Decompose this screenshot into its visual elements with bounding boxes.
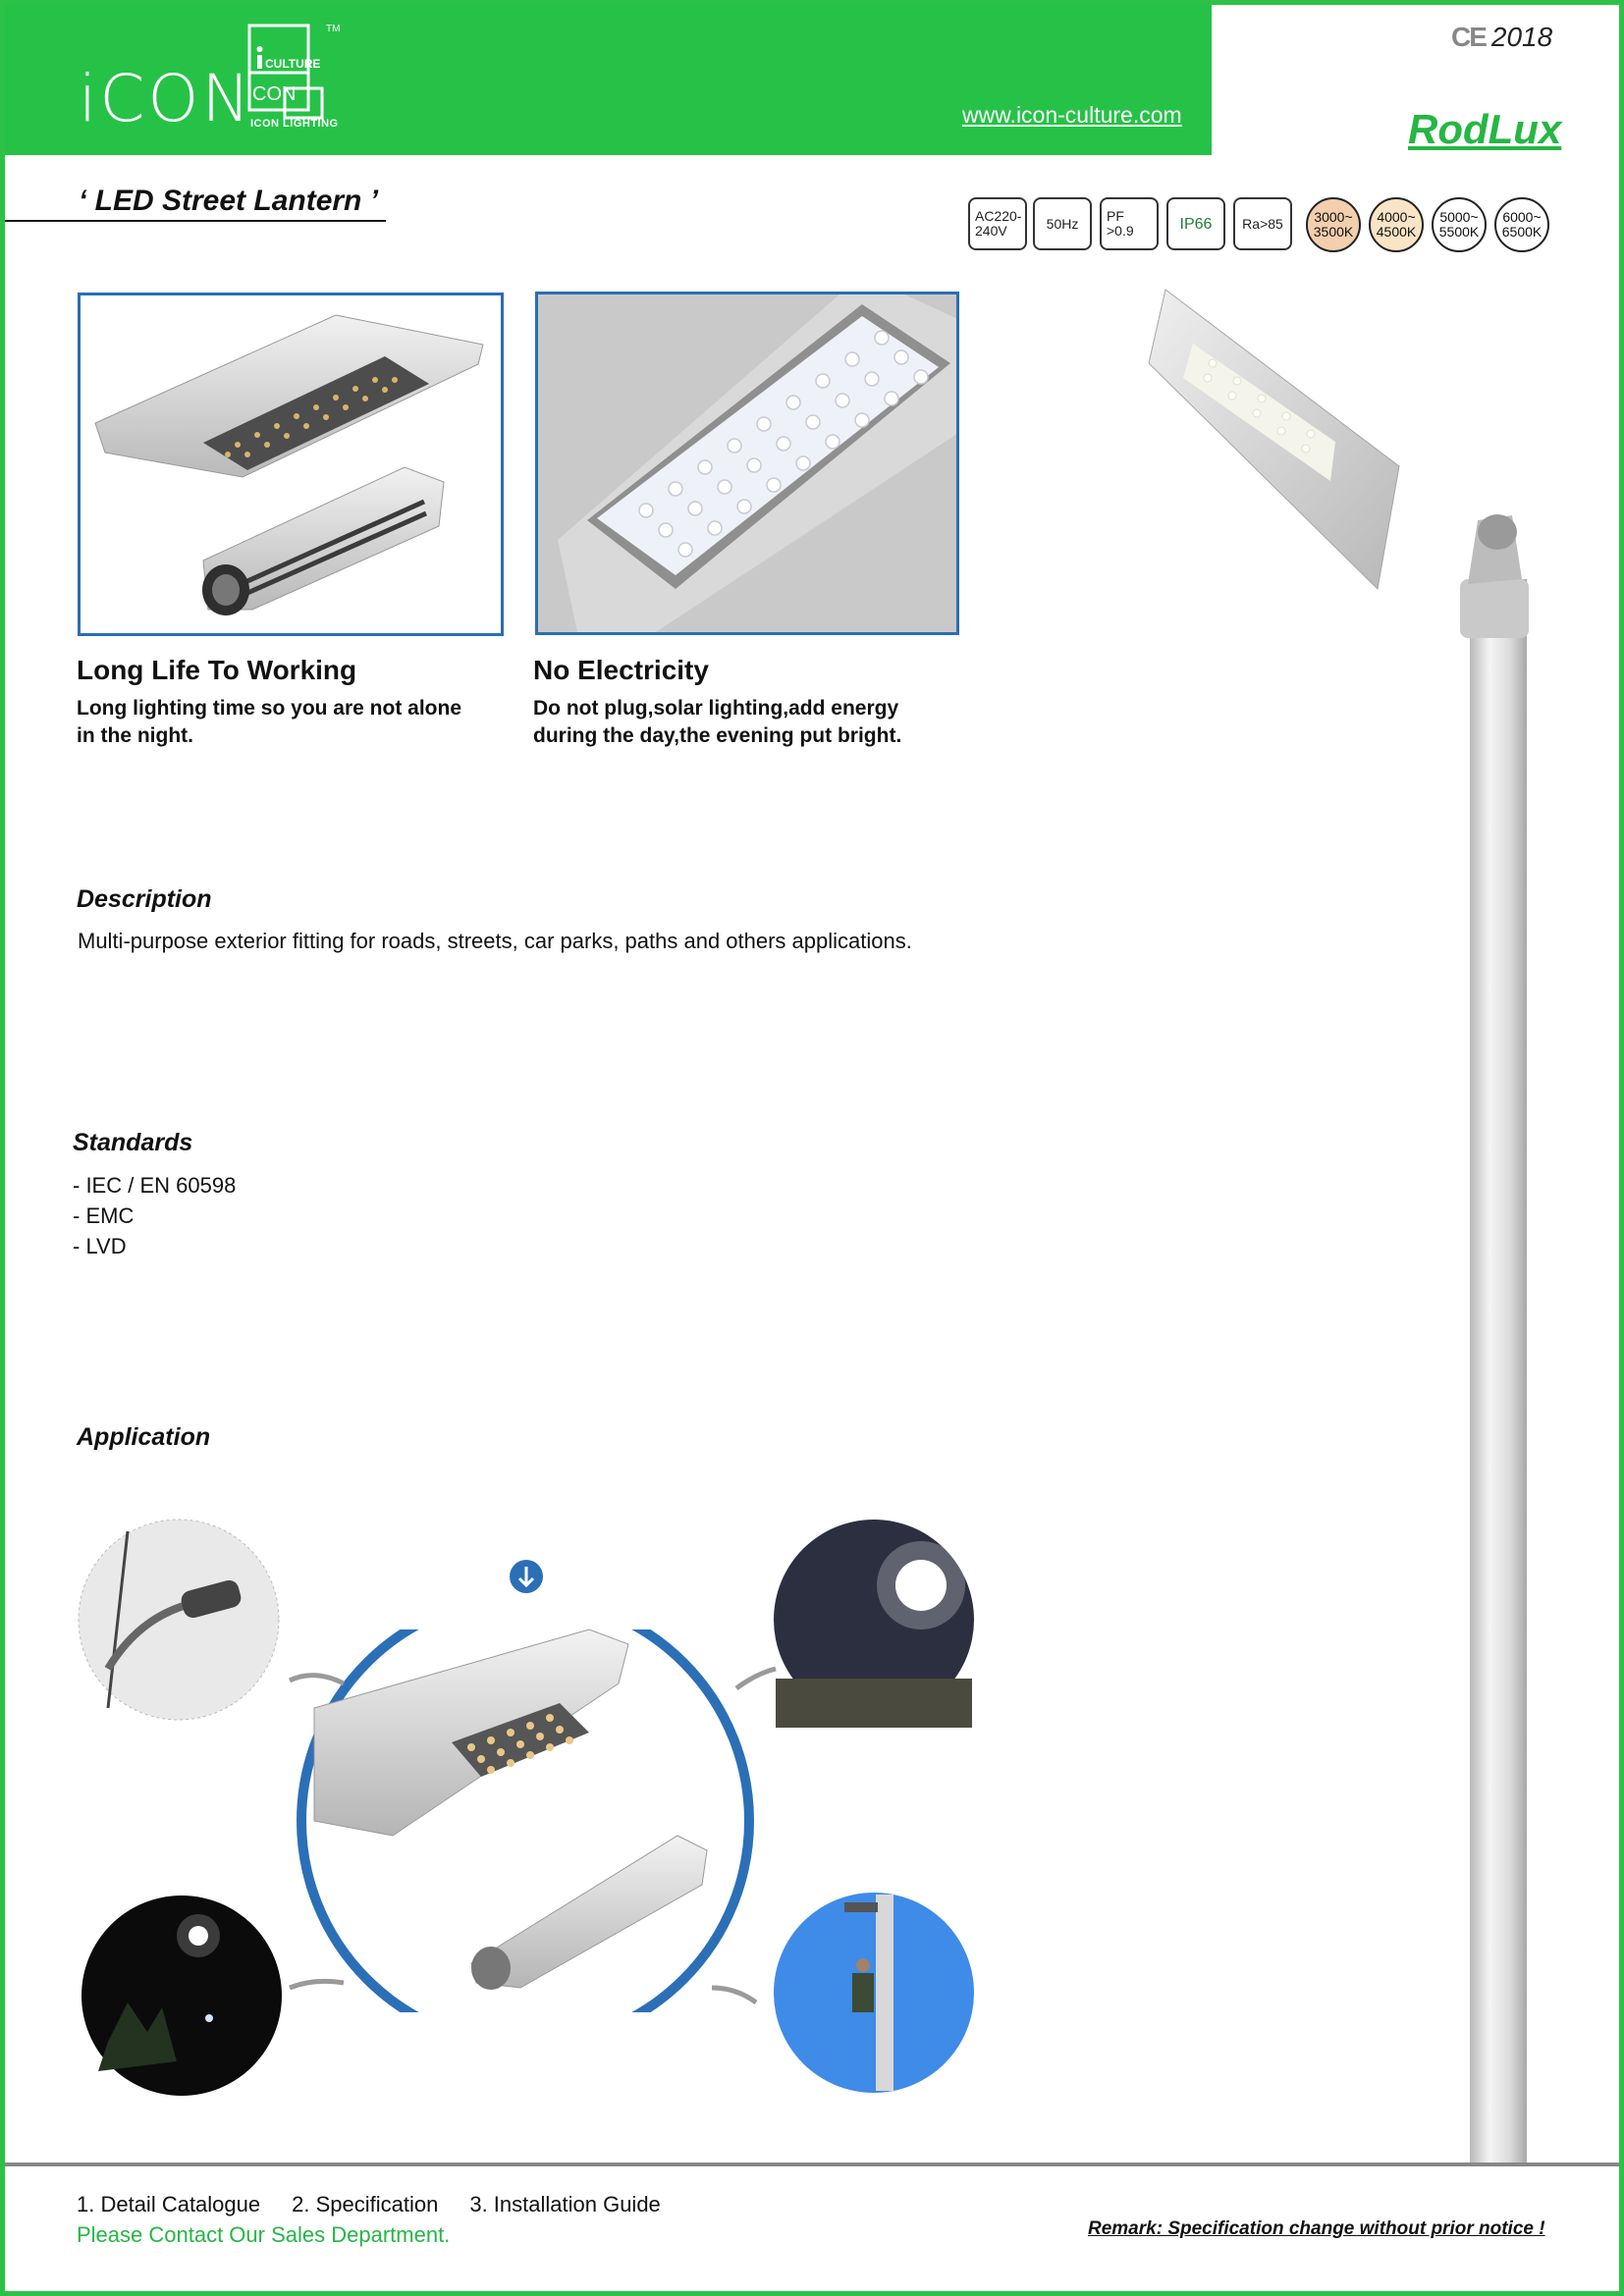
feature-text-no-electricity: Do not plug,solar lighting,add energy during the day,the evening put bright. bbox=[533, 697, 902, 747]
cct-6000k: 6000~ 6500K bbox=[1494, 197, 1549, 252]
application-heading: Application bbox=[77, 1423, 211, 1451]
cct-3000k: 3000~ 3500K bbox=[1306, 197, 1361, 252]
logo-icon bbox=[245, 20, 344, 133]
street-lamp-illustration bbox=[1144, 285, 1556, 2164]
lamp-illustration bbox=[81, 295, 501, 633]
cct-4000k: 4000~ 4500K bbox=[1369, 197, 1424, 252]
photo-lamp-and-heatsink bbox=[78, 293, 504, 636]
down-arrow-icon bbox=[510, 1560, 543, 1593]
badge-cri: Ra>85 bbox=[1233, 197, 1292, 250]
app-photo-installation bbox=[774, 1893, 974, 2093]
remark-note: Remark: Specification change without prior notice ! bbox=[1088, 2218, 1545, 2239]
logo-con-text: CON bbox=[252, 83, 297, 105]
ce-year-label bbox=[1451, 22, 1552, 53]
ce-mark-icon: CE bbox=[1451, 22, 1486, 52]
app-photo-pole-closeup bbox=[79, 1520, 279, 1720]
header-banner bbox=[0, 0, 1212, 155]
footer-divider bbox=[5, 2163, 1619, 2166]
standard-iec: - IEC / EN 60598 bbox=[73, 1173, 237, 1198]
arrow-bottom-right-icon bbox=[712, 1988, 756, 2002]
standards-heading: Standards bbox=[73, 1129, 193, 1156]
cct-5000k: 5000~ 5500K bbox=[1432, 197, 1487, 252]
description-heading: Description bbox=[77, 885, 212, 913]
app-photo-night-sky bbox=[81, 1896, 282, 2096]
standard-emc: - EMC bbox=[73, 1203, 135, 1228]
photo-led-panel bbox=[535, 292, 959, 635]
feature-title-long-life: Long Life To Working bbox=[77, 655, 357, 685]
arrow-top-left-icon bbox=[290, 1676, 344, 1683]
footer-link-detail-catalogue[interactable]: 1. Detail Catalogue bbox=[77, 2192, 261, 2216]
arrow-bottom-left-icon bbox=[290, 1981, 344, 1988]
contact-note: Please Contact Our Sales Department. bbox=[77, 2222, 451, 2247]
logo-tm: TM bbox=[326, 24, 341, 34]
logo-culture-text: CULTURE bbox=[265, 57, 321, 71]
year: 2018 bbox=[1490, 22, 1553, 52]
title-underline bbox=[5, 220, 386, 222]
application-diagram bbox=[69, 1512, 992, 2101]
footer-link-installation-guide[interactable]: 3. Installation Guide bbox=[469, 2192, 661, 2216]
app-photo-night-street bbox=[774, 1520, 974, 1728]
footer-links bbox=[77, 2192, 661, 2217]
logo-subtitle: ICON LIGHTING bbox=[250, 118, 339, 130]
brand-name: iCON bbox=[79, 61, 253, 136]
badge-ip-rating: IP66 bbox=[1166, 197, 1225, 250]
feature-text-long-life: Long lighting time so you are not alone in the night. bbox=[77, 697, 462, 747]
led-panel-illustration bbox=[538, 294, 956, 632]
badge-frequency: 50Hz bbox=[1033, 197, 1092, 250]
arrow-top-right-icon bbox=[736, 1669, 776, 1688]
badge-power-factor: PF >0.9 bbox=[1100, 197, 1159, 250]
description-text: Multi-purpose exterior fitting for roads, streets, car parks, paths and others applications. bbox=[78, 929, 912, 953]
feature-title-no-electricity: No Electricity bbox=[533, 655, 709, 685]
badge-voltage: AC220- 240V bbox=[968, 197, 1027, 250]
website-link[interactable]: www.icon-culture.com bbox=[962, 102, 1182, 128]
footer-link-specification[interactable]: 2. Specification bbox=[292, 2192, 439, 2216]
product-title: ‘ LED Street Lantern ’ bbox=[79, 185, 379, 217]
standard-lvd: - LVD bbox=[73, 1234, 127, 1258]
model-name: RodLux bbox=[1408, 106, 1562, 152]
